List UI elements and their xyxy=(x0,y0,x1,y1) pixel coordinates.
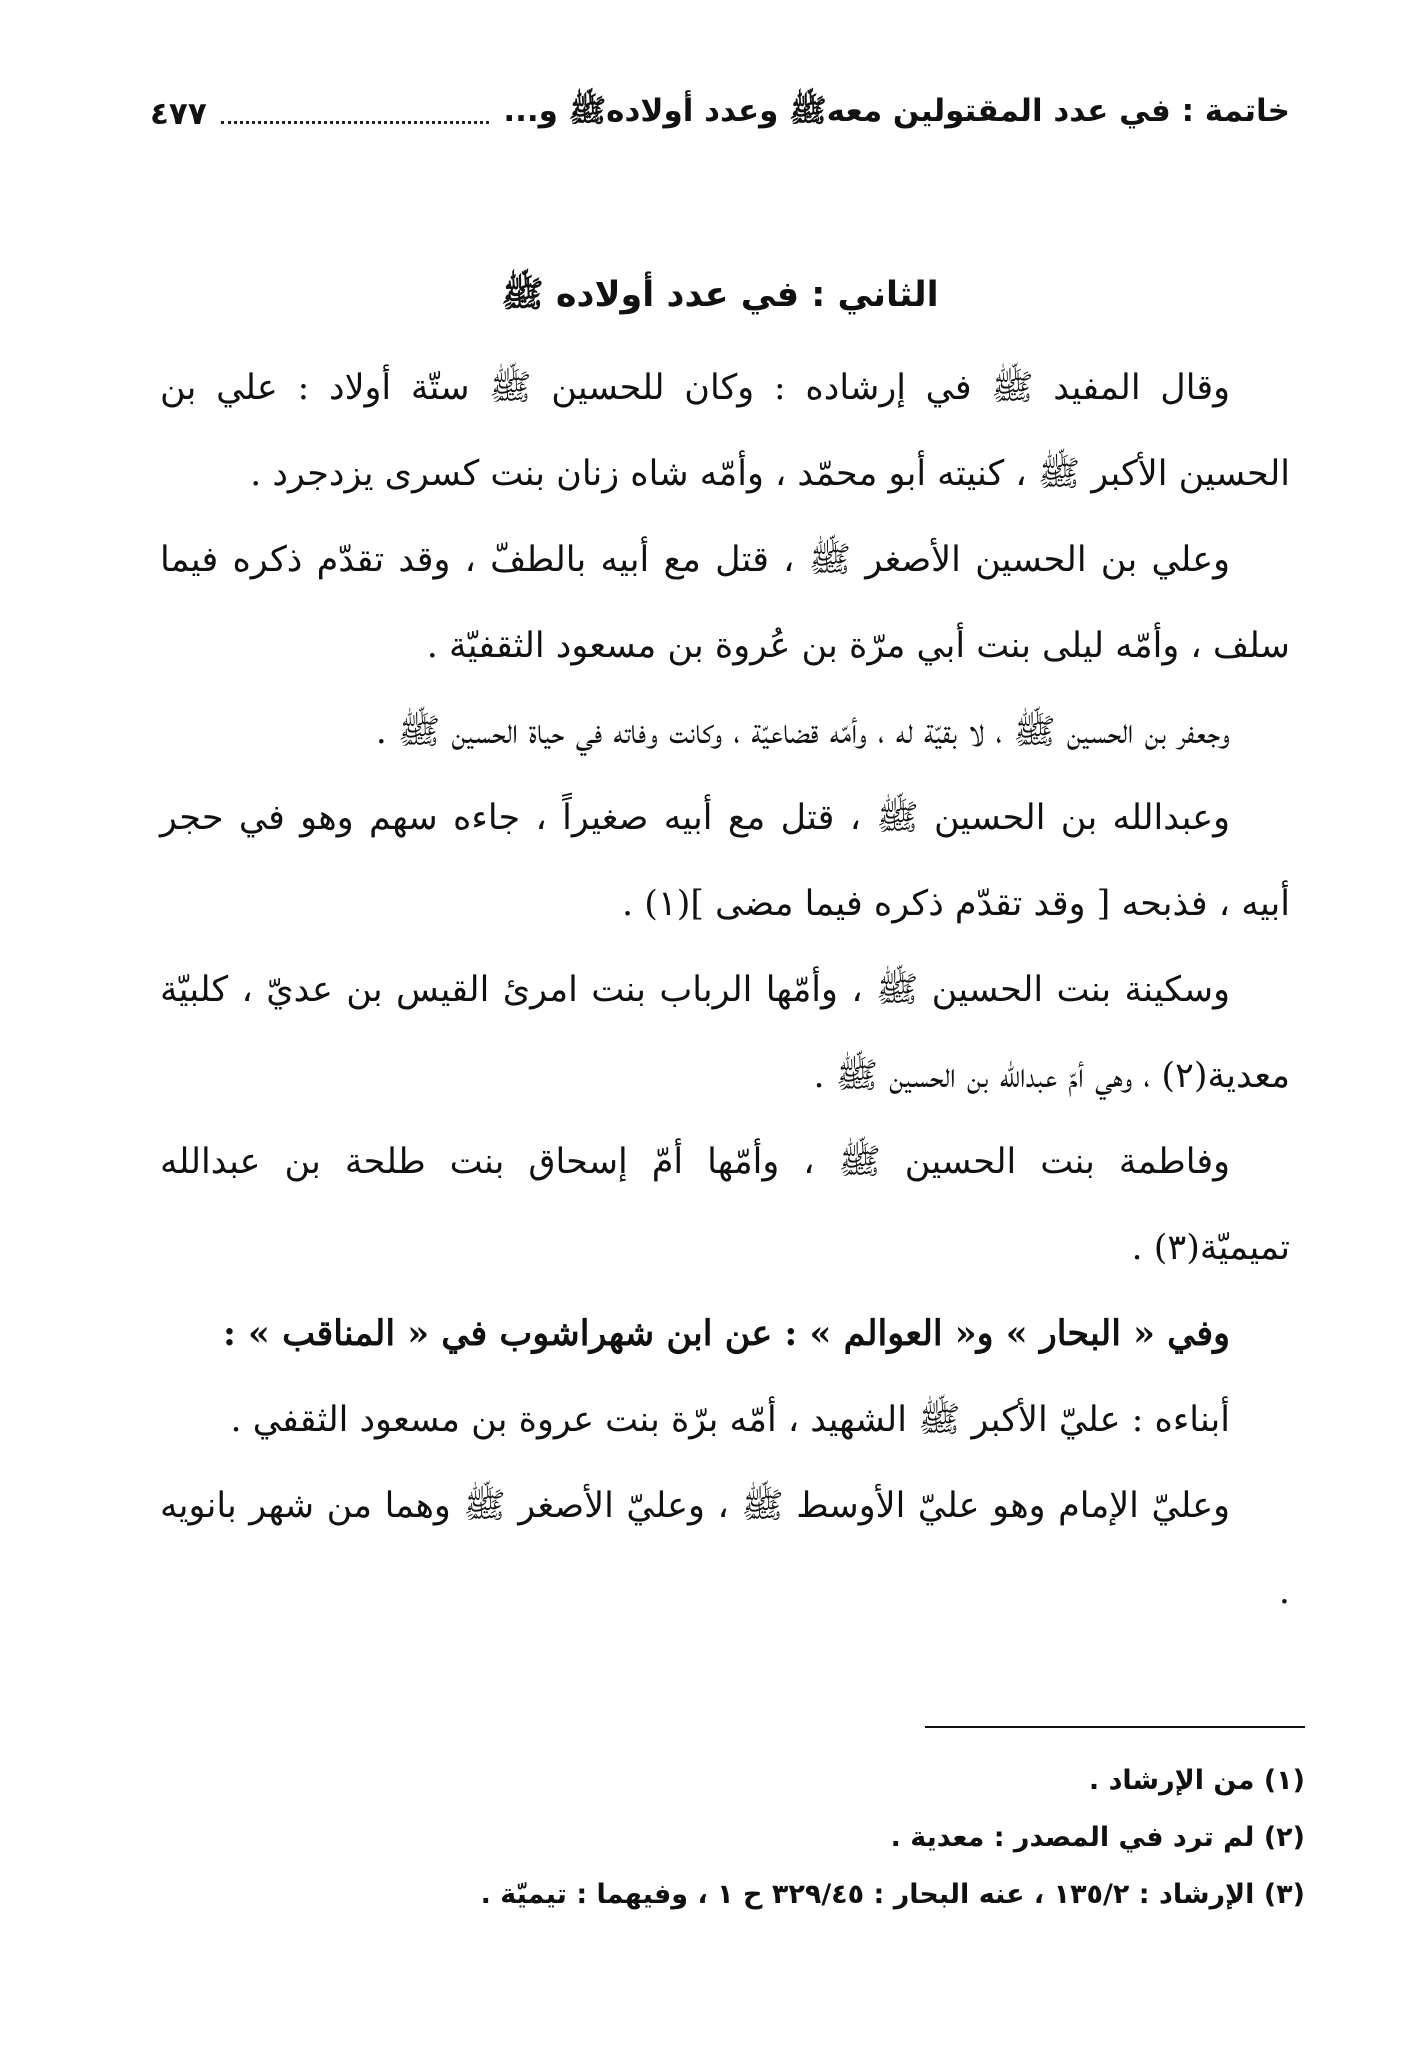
paragraph: وعليّ الإمام وهو عليّ الأوسط ﷺ ، وعليّ الأصغر ﷺ وهما من شهر بانويه . xyxy=(160,1486,1290,1612)
paragraph: وعبدالله بن الحسين ﷺ ، قتل مع أبيه صغيراً ، جاءه سهم وهو في حجر أبيه ، فذبحه [ وقد تقدّم ذكره فيما مضى ](١) . xyxy=(160,798,1290,924)
paragraph: وسكينة بنت الحسين ﷺ ، وأمّها الرباب بنت امرئ القيس بن عديّ ، كلبيّة معدية(٢) ، وهي أمّ عبدالله بن الحسين ﷺ . xyxy=(160,970,1290,1096)
footnote: (٣) الإرشاد : ١٣٥/٢ ، عنه البحار : ٣٢٩/٤٥ ح ١ ، وفيهما : تيميّة . xyxy=(480,1879,1305,1910)
paragraph: وجعفر بن الحسين ﷺ ، لا بقيّة له ، وأمّه قضاعيّة ، وكانت وفاته في حياة الحسين ﷺ . xyxy=(375,712,1230,752)
footnote: (٢) لم ترد في المصدر : معدية . xyxy=(890,1822,1305,1853)
paragraph: وقال المفيد ﷺ في إرشاده : وكان للحسين ﷺ ستّة أولاد : علي بن الحسين الأكبر ﷺ ، كنيته أبو محمّد ، وأمّه شاه زنان بنت كسرى يزدجرد . xyxy=(160,368,1290,494)
page-number: ٤٧٧ xyxy=(150,96,207,132)
paragraph: وفي « البحار » و« العوالم » : عن ابن شهراشوب في « المناقب » : xyxy=(222,1313,1230,1354)
paragraph: وعلي بن الحسين الأصغر ﷺ ، قتل مع أبيه بالطفّ ، وقد تقدّم ذكره فيما سلف ، وأمّه ليلى بنت أبي مرّة بن عُروة بن مسعود الثقفيّة . xyxy=(160,540,1290,666)
header-title: خاتمة : في عدد المقتولين معهﷺ وعدد أولادهﷺ و... xyxy=(503,92,1290,129)
header-dot-leader xyxy=(221,121,490,124)
body-text xyxy=(160,345,1290,1635)
running-header xyxy=(150,84,1290,144)
footnotes xyxy=(150,1752,1305,1923)
paragraph: وفاطمة بنت الحسين ﷺ ، وأمّها أمّ إسحاق بنت طلحة بن عبدالله تميميّة(٣) . xyxy=(160,1142,1290,1268)
paragraph: أبناءه : عليّ الأكبر ﷺ الشهيد ، أمّه برّة بنت عروة بن مسعود الثقفي . xyxy=(230,1400,1230,1440)
section-heading: الثاني : في عدد أولاده ﷺ xyxy=(501,275,939,315)
footnote-separator xyxy=(925,1726,1305,1728)
footnote: (١) من الإرشاد . xyxy=(1088,1765,1305,1796)
